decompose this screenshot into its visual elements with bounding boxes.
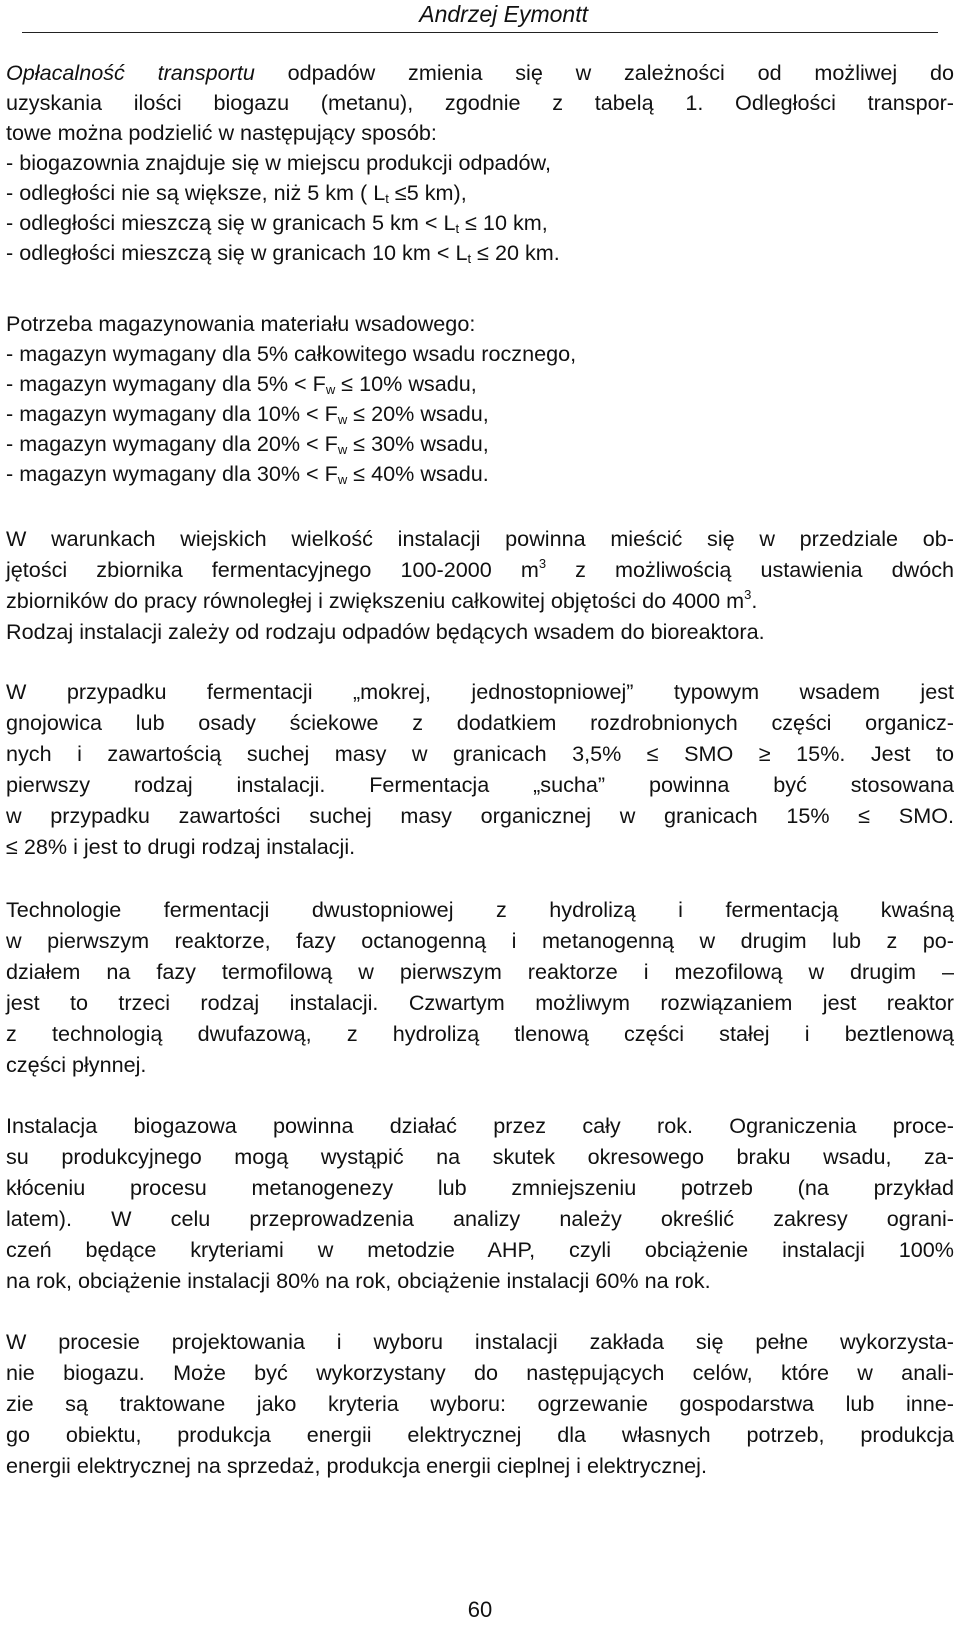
p1-line-6-b: ≤ 10 km, xyxy=(459,210,548,235)
p1-line-7-a: - odległości mieszczą się w granicach 10 km < L xyxy=(6,240,468,265)
p5-line-1: Technologie fermentacji dwustopniowej z hydrolizą i fermentacją kwaśną xyxy=(6,897,954,922)
p2-line-1: Potrzeba magazynowania materiału wsadowego: xyxy=(6,311,476,336)
p1-line-6-sub: t xyxy=(455,221,460,236)
p3-line-2 xyxy=(6,557,954,583)
p2-line-3-b: ≤ 10% wsadu, xyxy=(335,371,477,396)
p1-line-5 xyxy=(6,180,954,206)
p1-line-1 xyxy=(6,60,954,86)
p2-line-3 xyxy=(6,371,954,397)
p2-line-4-b: ≤ 20% wsadu, xyxy=(347,401,489,426)
p5-line-6: części płynnej. xyxy=(6,1052,147,1077)
p2-line-4-a: - magazyn wymagany dla 10% < F xyxy=(6,401,338,426)
p6-line-3: kłóceniu procesu metanogenezy lub zmniejszeniu potrzeb (na przykład xyxy=(6,1175,954,1200)
p4-line-1: W przypadku fermentacji „mokrej, jednostopniowej” typowym wsadem jest xyxy=(6,679,954,704)
p4-line-2: gnojowica lub osady ściekowe z dodatkiem rozdrobnionych części organicz- xyxy=(6,710,954,735)
running-header xyxy=(22,0,938,33)
p3-line-3-a: zbiorników do pracy równoległej i zwiększeniu całkowitej objętości do 4000 m xyxy=(6,588,745,613)
p2-line-4 xyxy=(6,401,954,427)
p1-line-6 xyxy=(6,210,954,236)
p7-line-1: W procesie projektowania i wyboru instalacji zakłada się pełne wykorzysta- xyxy=(6,1329,954,1354)
p6-line-2: su produkcyjnego mogą wystąpić na skutek okresowego braku wsadu, za- xyxy=(6,1144,954,1169)
p1-line-2: uzyskania ilości biogazu (metanu), zgodnie z tabelą 1. Odległości transpor- xyxy=(6,90,954,115)
p1-line-5-b: ≤5 km), xyxy=(388,180,467,205)
p1-line-7-sub: t xyxy=(467,251,472,266)
p5-line-3: działem na fazy termofilową w pierwszym reaktorze i mezofilową w drugim – xyxy=(6,959,954,984)
p3-line-4: Rodzaj instalacji zależy od rodzaju odpadów będących wsadem do bioreaktora. xyxy=(6,619,765,644)
p1-line-7-b: ≤ 20 km. xyxy=(471,240,560,265)
p7-line-2: nie biogazu. Może być wykorzystany do następujących celów, które w anali- xyxy=(6,1360,954,1385)
p5-line-2: w pierwszym reaktorze, fazy octanogenną i metanogenną w drugim lub z po- xyxy=(6,928,954,953)
p7-line-4: go obiektu, produkcja energii elektrycznej dla własnych potrzeb, produkcja xyxy=(6,1422,954,1447)
p2-line-6-sub: w xyxy=(337,472,348,487)
p5-line-5: z technologią dwufazową, z hydrolizą tlenową części stałej i beztlenową xyxy=(6,1021,954,1046)
p5-line-4: jest to trzeci rodzaj instalacji. Czwartym możliwym rozwiązaniem jest reaktor xyxy=(6,990,954,1015)
p1-italic-phrase: Opłacalność transportu xyxy=(6,60,255,85)
p2-line-3-a: - magazyn wymagany dla 5% < F xyxy=(6,371,326,396)
p1-line-7 xyxy=(6,240,954,266)
p1-line-1-rest: odpadów zmienia się w zależności od możliwej do xyxy=(254,60,954,85)
p2-line-5-a: - magazyn wymagany dla 20% < F xyxy=(6,431,338,456)
p1-line-4: - biogazownia znajduje się w miejscu produkcji odpadów, xyxy=(6,150,551,175)
p6-line-1: Instalacja biogazowa powinna działać przez cały rok. Ograniczenia proce- xyxy=(6,1113,954,1138)
p3-line-3-b: . xyxy=(751,588,758,613)
p2-line-5-b: ≤ 30% wsadu, xyxy=(347,431,489,456)
p2-line-5-sub: w xyxy=(337,442,348,457)
p3-line-2-b: z możliwością ustawienia dwóch xyxy=(546,557,955,582)
p4-line-3: nych i zawartością suchej masy w granicach 3,5% ≤ SMO ≥ 15%. Jest to xyxy=(6,741,954,766)
p4-line-6: ≤ 28% i jest to drugi rodzaj instalacji. xyxy=(6,834,356,859)
p2-line-6 xyxy=(6,461,954,487)
p2-line-5 xyxy=(6,431,954,457)
p1-line-5-sub: t xyxy=(385,191,389,206)
p4-line-5: w przypadku zawartości suchej masy organicznej w granicach 15% ≤ SMO. xyxy=(6,803,954,828)
p3-line-3 xyxy=(6,588,954,614)
p3-line-1: W warunkach wiejskich wielkość instalacji powinna mieścić się w przedziale ob- xyxy=(6,526,954,551)
p6-line-6: na rok, obciążenie instalacji 80% na rok, obciążenie instalacji 60% na rok. xyxy=(6,1268,711,1293)
p2-line-4-sub: w xyxy=(337,412,348,427)
header-author: Andrzej Eymontt xyxy=(419,1,588,27)
p3-line-3-sup: 3 xyxy=(744,587,752,602)
p2-line-2: - magazyn wymagany dla 5% całkowitego wsadu rocznego, xyxy=(6,341,577,366)
p2-line-6-a: - magazyn wymagany dla 30% < F xyxy=(6,461,338,486)
p6-line-5: czeń będące kryteriami w metodzie AHP, czyli obciążenie instalacji 100% xyxy=(6,1237,954,1262)
p1-line-5-a: - odległości nie są większe, niż 5 km ( L xyxy=(6,180,386,205)
p3-line-2-sup: 3 xyxy=(538,556,547,571)
p7-line-5: energii elektrycznej na sprzedaż, produkcja energii cieplnej i elektrycznej. xyxy=(6,1453,707,1478)
p4-line-4: pierwszy rodzaj instalacji. Fermentacja „sucha” powinna być stosowana xyxy=(6,772,954,797)
p1-line-3: towe można podzielić w następujący sposób: xyxy=(6,120,437,145)
p2-line-3-sub: w xyxy=(325,382,336,397)
p1-line-6-a: - odległości mieszczą się w granicach 5 km < L xyxy=(6,210,456,235)
page-number: 60 xyxy=(467,1597,493,1622)
p7-line-3: zie są traktowane jako kryteria wyboru: ogrzewanie gospodarstwa lub inne- xyxy=(6,1391,954,1416)
p2-line-6-b: ≤ 40% wsadu. xyxy=(347,461,489,486)
p6-line-4: latem). W celu przeprowadzenia analizy należy określić zakresy ograni- xyxy=(6,1206,954,1231)
p3-line-2-a: jętości zbiornika fermentacyjnego 100-2000 m xyxy=(6,557,539,582)
